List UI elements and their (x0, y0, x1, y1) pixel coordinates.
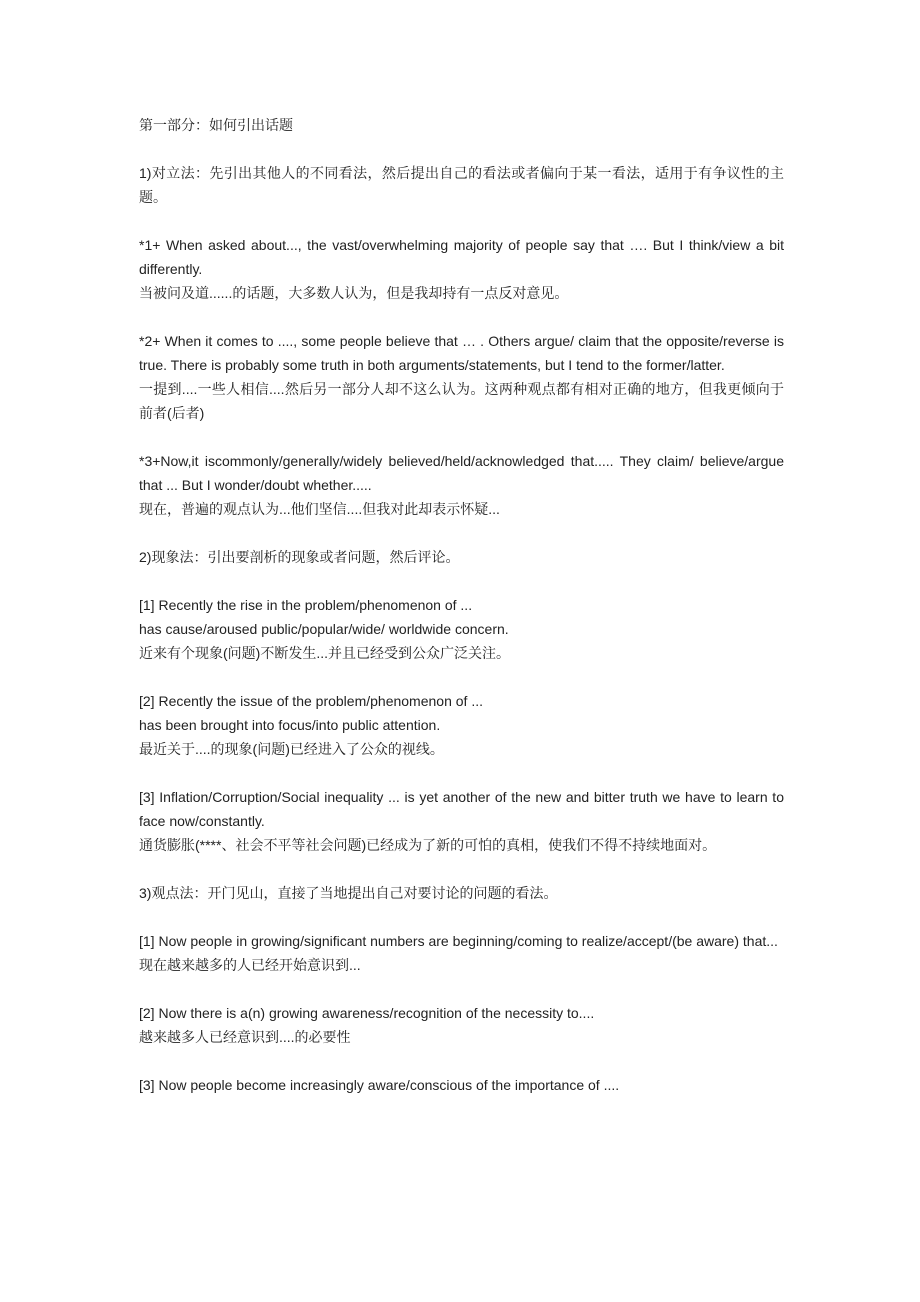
part1-item2-chinese: 一提到....一些人相信....然后另一部分人却不这么认为。这两种观点都有相对正确的地方，但我更倾向于前者(后者) (139, 381, 784, 421)
spacer (139, 857, 784, 881)
part2-item3-chinese: 通货膨胀(****、社会不平等社会问题)已经成为了新的可怕的真相，使我们不得不持续地面对。 (139, 837, 717, 853)
part1-item3-english: *3+Now,it iscommonly/generally/widely believed/held/acknowledged that..... They claim/ believe/argue that ... But I wonder/doubt whether..... (139, 453, 784, 493)
spacer (139, 761, 784, 785)
part2-item1-english-b: has cause/aroused public/popular/wide/ worldwide concern. (139, 621, 509, 637)
spacer (139, 1049, 784, 1073)
part1-item3-chinese: 现在，普遍的观点认为...他们坚信....但我对此却表示怀疑... (139, 501, 500, 517)
part1-item1-english: *1+ When asked about..., the vast/overwhelming majority of people say that …. But I think/view a bit differently. (139, 237, 784, 277)
part1-heading: 1)对立法：先引出其他人的不同看法，然后提出自己的看法或者偏向于某一看法，适用于有争议性的主题。 (139, 165, 784, 205)
part3-item2-english: [2] Now there is a(n) growing awareness/recognition of the necessity to.... (139, 1005, 595, 1021)
part2-item2-english-b: has been brought into focus/into public attention. (139, 717, 441, 733)
part3-heading: 3)观点法：开门见山，直接了当地提出自己对要讨论的问题的看法。 (139, 885, 558, 901)
spacer (139, 665, 784, 689)
section-title: 第一部分：如何引出话题 (139, 117, 293, 133)
part2-item1-chinese: 近来有个现象(问题)不断发生...并且已经受到公众广泛关注。 (139, 645, 510, 661)
part2-item2-english-a: [2] Recently the issue of the problem/phenomenon of ... (139, 693, 483, 709)
part1-item2-english: *2+ When it comes to ...., some people believe that … . Others argue/ claim that the opposite/reverse is true. There is probably some truth in both arguments/statements, but I tend to the former/latter. (139, 333, 784, 373)
part2-item2-chinese: 最近关于....的现象(问题)已经进入了公众的视线。 (139, 741, 444, 757)
spacer (139, 425, 784, 449)
spacer (139, 977, 784, 1001)
spacer (139, 569, 784, 593)
part1-item1-chinese: 当被问及道......的话题，大多数人认为，但是我却持有一点反对意见。 (139, 285, 569, 301)
part2-item1-english-a: [1] Recently the rise in the problem/phenomenon of ... (139, 597, 473, 613)
part2-heading: 2)现象法：引出要剖析的现象或者问题，然后评论。 (139, 549, 460, 565)
spacer (139, 209, 784, 233)
part3-item2-chinese: 越来越多人已经意识到....的必要性 (139, 1029, 351, 1045)
document-page (139, 113, 784, 1097)
part2-item3-english: [3] Inflation/Corruption/Social inequality ... is yet another of the new and bitter truth we have to learn to face now/constantly. (139, 789, 784, 829)
spacer (139, 305, 784, 329)
part3-item1-english: [1] Now people in growing/significant numbers are beginning/coming to realize/accept/(be aware) that... (139, 933, 778, 949)
part3-item1-chinese: 现在越来越多的人已经开始意识到... (139, 957, 361, 973)
spacer (139, 905, 784, 929)
spacer (139, 137, 784, 161)
spacer (139, 521, 784, 545)
part3-item3-english: [3] Now people become increasingly aware/conscious of the importance of .... (139, 1077, 620, 1093)
